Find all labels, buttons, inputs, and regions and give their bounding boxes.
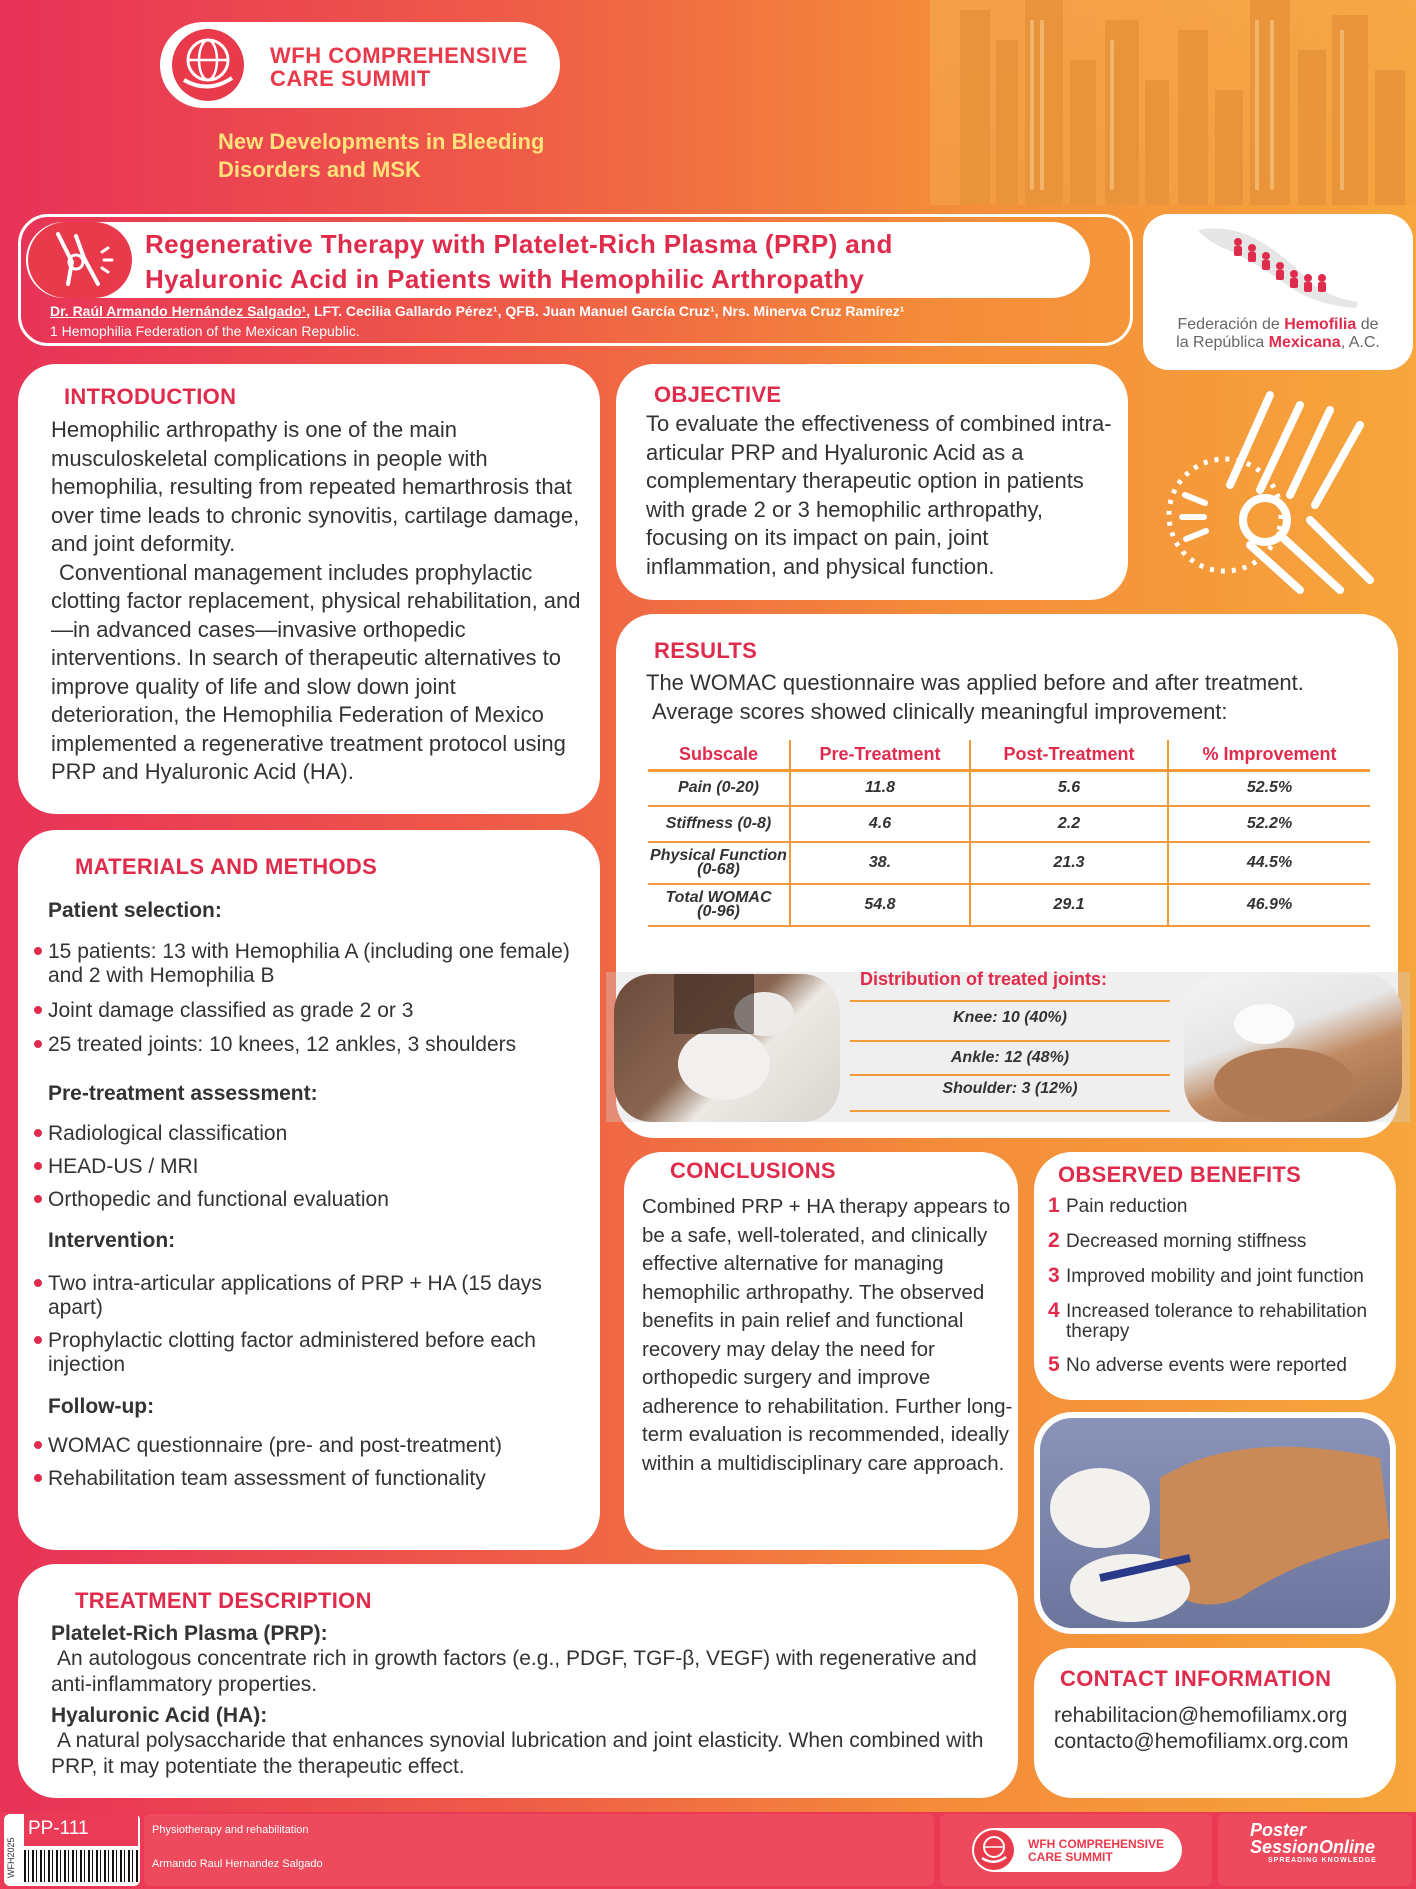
follow-up-heading: Follow-up: xyxy=(48,1395,155,1418)
table-cell: 52.2% xyxy=(1168,806,1370,842)
list-item: 25 treated joints: 10 knees, 12 ankles, 3 shoulders xyxy=(34,1033,594,1057)
table-cell: 38. xyxy=(790,842,970,884)
objective-title: OBJECTIVE xyxy=(654,382,782,407)
knee-pain-icon xyxy=(1150,385,1410,600)
poster-code: PP-111 xyxy=(28,1818,89,1839)
table-cell: 21.3 xyxy=(970,842,1168,884)
table-cell: 44.5% xyxy=(1168,842,1370,884)
table-row xyxy=(648,884,1370,926)
list-item: Two intra-articular applications of PRP + HA (15 days apart) xyxy=(34,1272,594,1320)
introduction-text: Hemophilic arthropathy is one of the main musculoskeletal complications in people with hemophilia, resulting from repeated hemarthrosis that over time leads to chronic synovitis, cartilage damage, and joint deformity. Conventional management includes prophylactic clotting factor replacement, physical rehabilitation, and—in advanced cases—invasive orthopedic interventions. In search of therapeutic alternatives to improve quality of life and slow down joint deterioration, the Hemophilia Federation of Mexico implemented a regenerative treatment protocol using PRP and Hyaluronic Acid (HA). xyxy=(51,417,581,784)
gloved-hand-image xyxy=(614,974,840,1122)
column-header: Subscale xyxy=(648,740,790,770)
table-cell: Stiffness (0-8) xyxy=(648,806,790,842)
list-item: Radiological classification xyxy=(34,1122,594,1146)
intervention-heading: Intervention: xyxy=(48,1229,176,1252)
contact-title: CONTACT INFORMATION xyxy=(1060,1666,1332,1691)
list-item: HEAD-US / MRI xyxy=(34,1155,594,1179)
globe-hand-icon xyxy=(970,1826,1018,1874)
poster-session-online-logo: Poster SessionOnline SPREADING KNOWLEDGE xyxy=(1250,1820,1377,1864)
benefit-item: 1 Pain reduction xyxy=(1048,1194,1188,1217)
table-cell: 52.5% xyxy=(1168,770,1370,806)
list-item: Prophylactic clotting factor administered before each injection xyxy=(34,1329,594,1377)
table-cell: 54.8 xyxy=(790,884,970,926)
list-item: Orthopedic and functional evaluation xyxy=(34,1188,594,1212)
table-row xyxy=(648,842,1370,884)
objective-text: To evaluate the effectiveness of combined intra-articular PRP and Hyaluronic Acid as a complementary therapeutic option in patients with grade 2 or 3 hemophilic arthropathy, focusing on its impact on pain, joint inflammation, and physical function. xyxy=(646,411,1112,579)
conclusions-text: Combined PRP + HA therapy appears to be a safe, well-tolerated, and clinically effective alternative for managing hemophilic arthropathy. The observed benefits in pain relief and functional recovery may delay the need for orthopedic surgery and improve adherence to rehabilitation. Further long-term evaluation is recommended, ideally within a multidisciplinary care approach. xyxy=(642,1195,1013,1475)
list-item: Joint damage classified as grade 2 or 3 xyxy=(34,999,594,1023)
table-row xyxy=(648,770,1370,806)
list-item: WOMAC questionnaire (pre- and post-treatment) xyxy=(34,1434,594,1458)
foot-photo-frame xyxy=(1034,1412,1396,1634)
pre-treatment-heading: Pre-treatment assessment: xyxy=(48,1082,318,1105)
treatment-title: TREATMENT DESCRIPTION xyxy=(75,1588,372,1613)
introduction-title: INTRODUCTION xyxy=(64,384,237,409)
author-list xyxy=(50,303,904,319)
footer-summit-name: WFH COMPREHENSIVE CARE SUMMIT xyxy=(1028,1837,1165,1864)
co-authors: , LFT. Cecilia Gallardo Pérez¹, QFB. Juan Manuel García Cruz¹, Nrs. Minerva Cruz Ramírez¹ xyxy=(306,303,905,319)
poster-title: Regenerative Therapy with Platelet-Rich Plasma (PRP) and Hyaluronic Acid in Patients with Hemophilic Arthropathy xyxy=(145,229,893,294)
email-link[interactable]: contacto@hemofiliamx.org.com xyxy=(1054,1730,1349,1753)
list-item: Ankle: 12 (48%) xyxy=(850,1040,1170,1074)
list-item: Shoulder: 3 (12%) xyxy=(850,1074,1170,1112)
barcode xyxy=(24,1850,138,1882)
column-header: Pre-Treatment xyxy=(790,740,970,770)
globe-hand-icon xyxy=(162,22,254,108)
gloved-hand-image xyxy=(1184,974,1402,1122)
email-link[interactable]: rehabilitacion@hemofiliamx.org xyxy=(1054,1704,1348,1727)
list-item: Knee: 10 (40%) xyxy=(850,1000,1170,1038)
ha-text: A natural polysaccharide that enhances synovial lubrication and joint elasticity. When combined with PRP, it may potentiate the therapeutic effect. xyxy=(51,1729,984,1778)
column-header: % Improvement xyxy=(1168,740,1370,770)
list-item: 15 patients: 13 with Hemophilia A (including one female) and 2 with Hemophilia B xyxy=(34,940,594,988)
footer-category: Physiotherapy and rehabilitation xyxy=(152,1824,309,1836)
prp-text: An autologous concentrate rich in growth factors (e.g., PDGF, TGF-β, VEGF) with regenerative and anti-inflammatory properties. xyxy=(51,1647,977,1696)
mexico-map-people-icon xyxy=(1188,220,1368,310)
benefit-item: 2 Decreased morning stiffness xyxy=(1048,1229,1307,1252)
list-item: Rehabilitation team assessment of functionality xyxy=(34,1467,594,1491)
table-cell: Physical Function (0-68) xyxy=(648,842,790,884)
results-title: RESULTS xyxy=(654,638,758,663)
table-cell: 5.6 xyxy=(970,770,1168,806)
column-header: Post-Treatment xyxy=(970,740,1168,770)
city-skyline-image xyxy=(930,0,1416,205)
side-code: WFH2025 xyxy=(6,1837,16,1878)
benefit-item: 3 Improved mobility and joint function xyxy=(1048,1264,1364,1287)
contact-emails xyxy=(1054,1703,1348,1755)
womac-results-table xyxy=(648,740,1370,927)
table-cell: 4.6 xyxy=(790,806,970,842)
table-cell: Pain (0-20) xyxy=(648,770,790,806)
benefits-title: OBSERVED BENEFITS xyxy=(1058,1162,1302,1187)
table-cell: 46.9% xyxy=(1168,884,1370,926)
table-cell: Total WOMAC (0-96) xyxy=(648,884,790,926)
benefit-item: 4 Increased tolerance to rehabilitation therapy xyxy=(1048,1299,1368,1342)
summit-subtitle: New Developments in Bleeding Disorders and MSK xyxy=(218,129,545,182)
knee-joint-icon xyxy=(28,222,132,298)
federation-name: Federación de Hemofilia de la República Mexicana, A.C. xyxy=(1176,316,1380,351)
patient-selection-heading: Patient selection: xyxy=(48,899,222,922)
summit-name: WFH COMPREHENSIVE CARE SUMMIT xyxy=(270,43,528,91)
table-cell: 2.2 xyxy=(970,806,1168,842)
results-intro: The WOMAC questionnaire was applied before and after treatment. Average scores showed clinically meaningful improvement: xyxy=(646,670,1304,724)
methods-title: MATERIALS AND METHODS xyxy=(75,854,378,879)
prp-heading: Platelet-Rich Plasma (PRP): xyxy=(51,1622,328,1645)
shoulder-injection-photo xyxy=(614,974,840,1122)
table-cell: 11.8 xyxy=(790,770,970,806)
foot-injection-image xyxy=(1040,1418,1390,1628)
footer-author: Armando Raul Hernandez Salgado xyxy=(152,1858,323,1870)
affiliation: 1 Hemophilia Federation of the Mexican Republic. xyxy=(50,323,360,339)
ha-heading: Hyaluronic Acid (HA): xyxy=(51,1704,268,1727)
conclusions-title: CONCLUSIONS xyxy=(670,1158,836,1183)
distribution-title: Distribution of treated joints: xyxy=(860,969,1107,989)
first-author: Dr. Raúl Armando Hernández Salgado¹ xyxy=(50,303,307,319)
table-cell: 29.1 xyxy=(970,884,1168,926)
benefit-item: 5 No adverse events were reported xyxy=(1048,1353,1347,1376)
table-row xyxy=(648,806,1370,842)
table-header-row xyxy=(648,740,1370,770)
ankle-injection-photo xyxy=(1040,1418,1390,1628)
knee-injection-photo xyxy=(1184,974,1402,1122)
